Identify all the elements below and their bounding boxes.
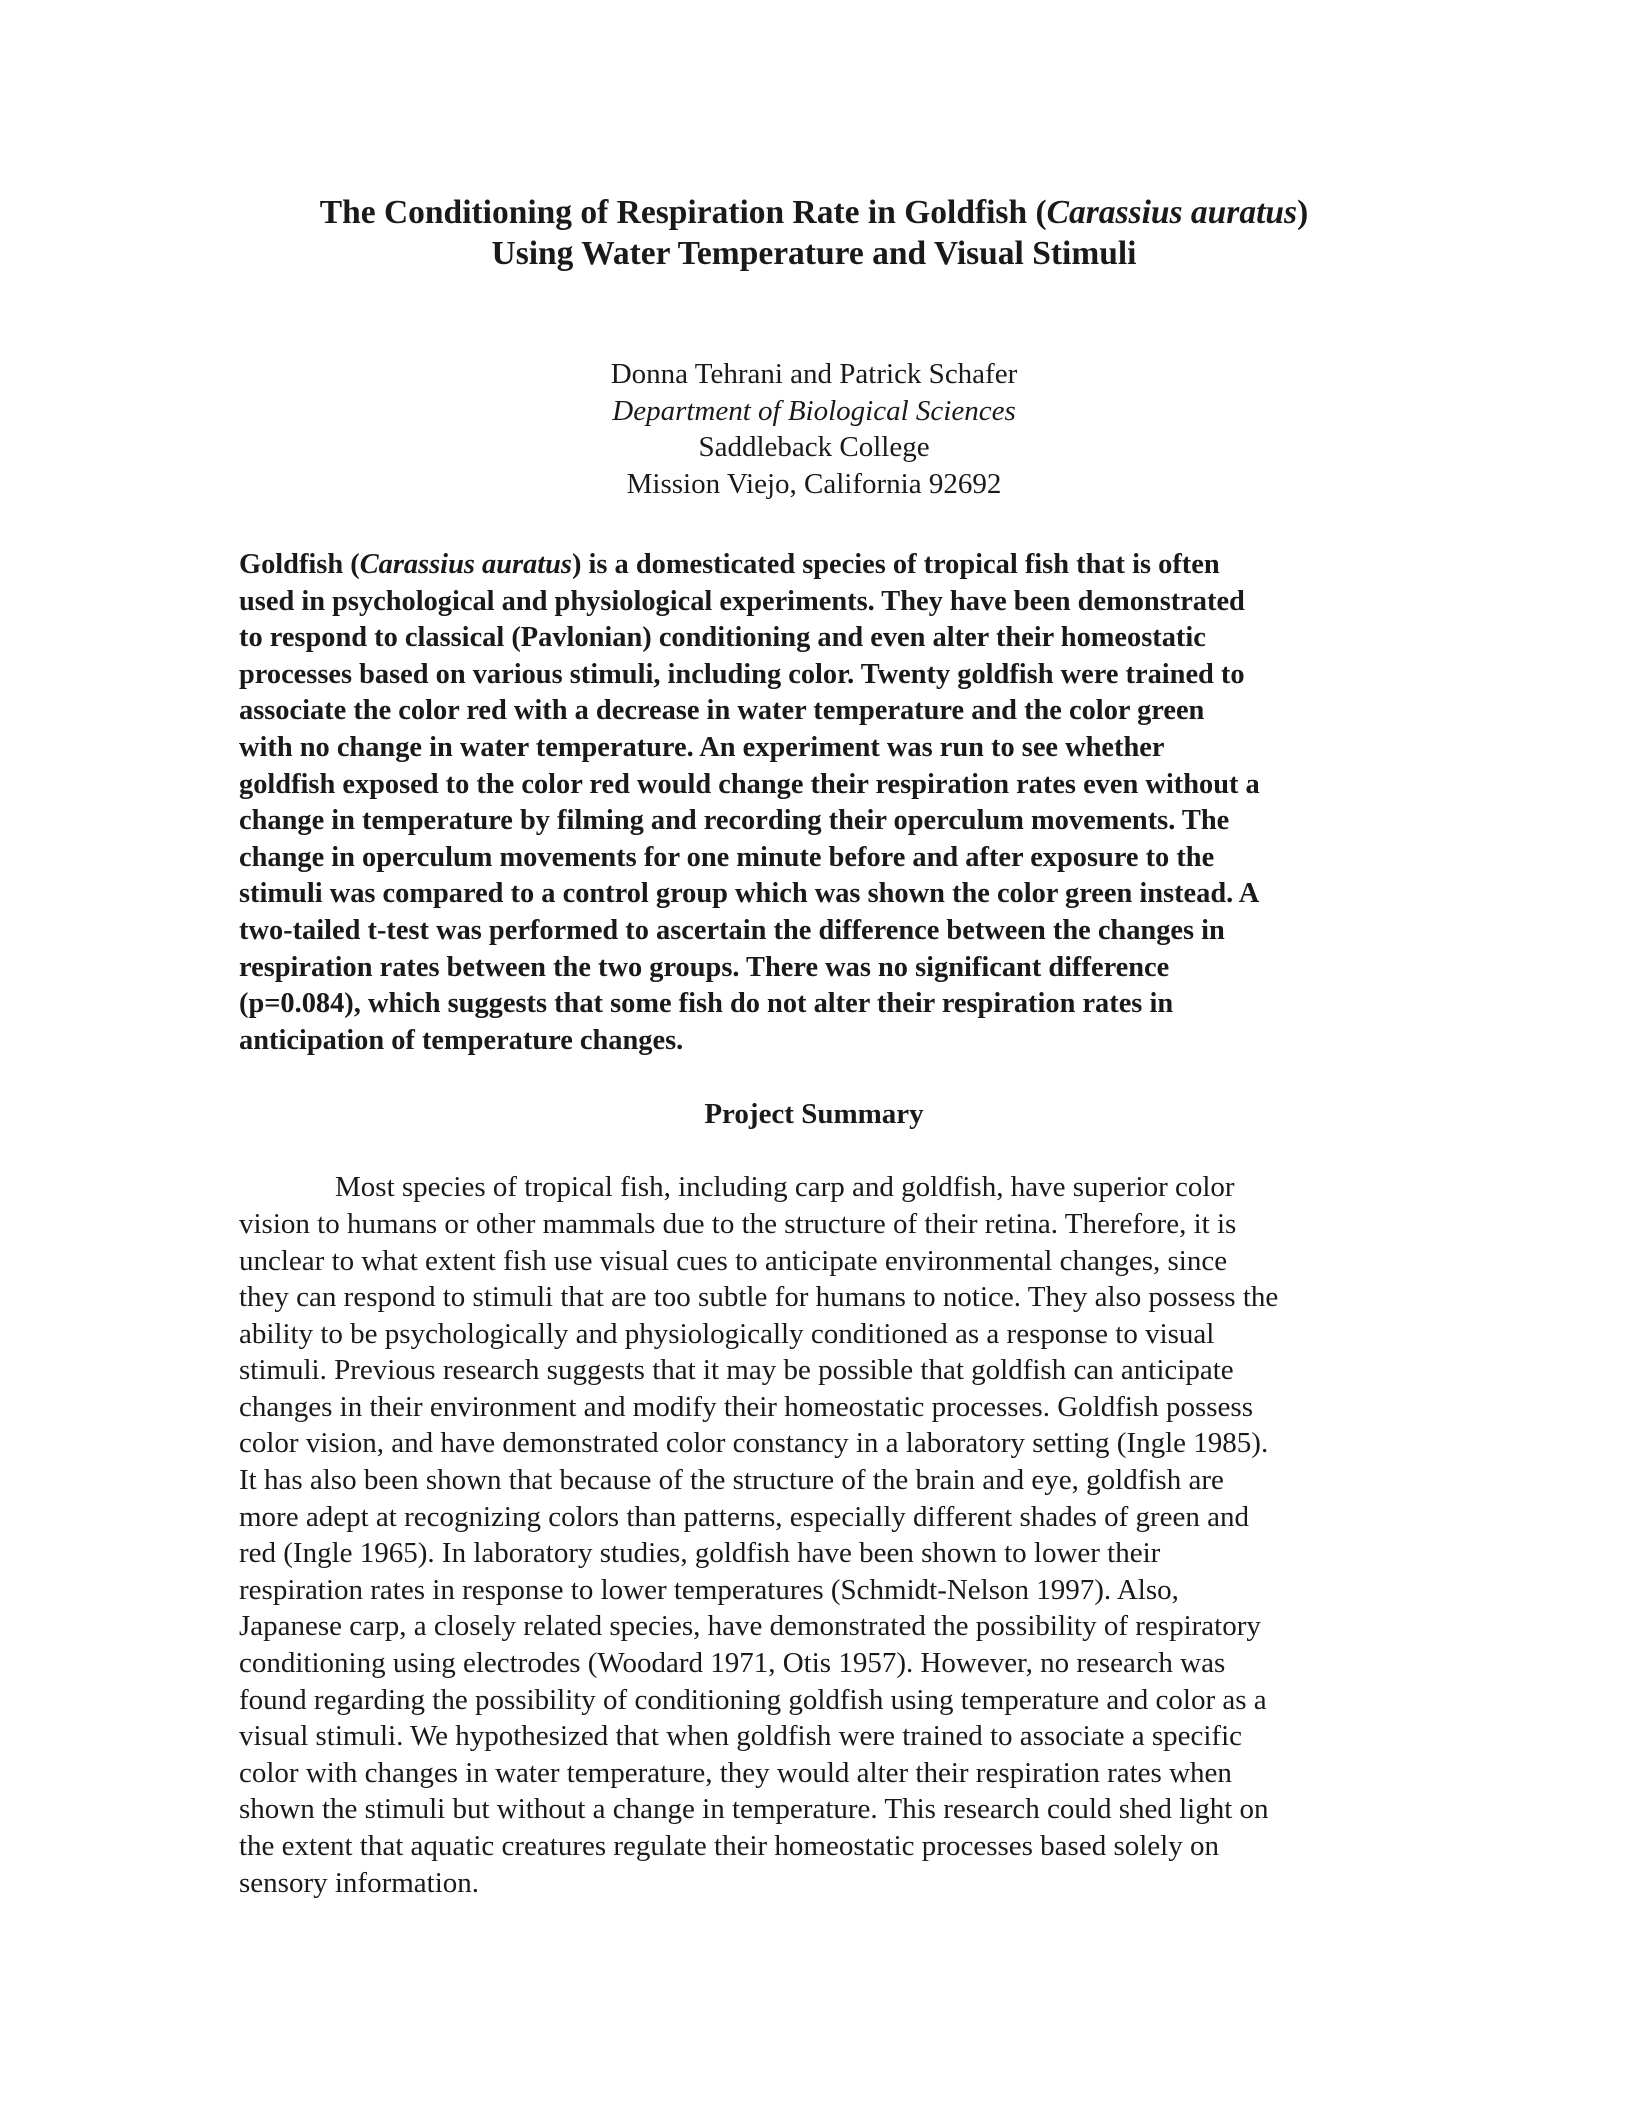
title-line-2: Using Water Temperature and Visual Stimuli [491, 235, 1137, 272]
paragraph-line: respiration rates in response to lower temperatures (Schmidt-Nelson 1997). Also, [239, 1573, 1179, 1606]
abstract-line: associate the color red with a decrease in water temperature and the color green [239, 695, 1205, 727]
author-names: Donna Tehrani and Patrick Schafer [610, 358, 1018, 390]
paragraph-line: unclear to what extent fish use visual cues to anticipate environmental changes, since [239, 1244, 1228, 1277]
abstract-line: (p=0.084), which suggests that some fish do not alter their respiration rates in [239, 988, 1174, 1020]
paragraph-line: color vision, and have demonstrated color constancy in a laboratory setting (Ingle 1985). [239, 1427, 1269, 1460]
paragraph-line: visual stimuli. We hypothesized that when goldfish were trained to associate a specific [239, 1720, 1242, 1753]
paragraph-line: shown the stimuli but without a change in temperature. This research could shed light on [239, 1793, 1269, 1826]
abstract-line: processes based on various stimuli, including color. Twenty goldfish were trained to [239, 658, 1245, 690]
abstract-line: change in operculum movements for one minute before and after exposure to the [239, 841, 1215, 873]
paragraph-line: conditioning using electrodes (Woodard 1971, Otis 1957). However, no research was [239, 1647, 1226, 1680]
paragraph-line: Most species of tropical fish, including carp and goldfish, have superior color [335, 1171, 1235, 1204]
title-text-end: ) [1297, 194, 1309, 231]
section-heading: Project Summary [704, 1098, 924, 1131]
project-summary-paragraph [239, 1169, 1389, 1901]
paragraph-line: found regarding the possibility of conditioning goldfish using temperature and color as a [239, 1683, 1267, 1716]
paragraph-line: Japanese carp, a closely related species, have demonstrated the possibility of respiratory [239, 1610, 1261, 1643]
author-institution: Saddleback College [698, 431, 930, 463]
abstract [239, 547, 1389, 1059]
author-location: Mission Viejo, California 92692 [626, 467, 1002, 500]
abstract-line: with no change in water temperature. An experiment was run to see whether [239, 731, 1165, 763]
abstract-line: change in temperature by filming and recording their operculum movements. The [239, 805, 1230, 837]
paragraph-line: more adept at recognizing colors than patterns, especially different shades of green and [239, 1500, 1250, 1533]
paragraph-line: sensory information. [239, 1866, 480, 1899]
paper-page [239, 192, 1389, 1901]
title-species: Carassius auratus [1046, 194, 1298, 231]
paragraph-line: stimuli. Previous research suggests that it may be possible that goldfish can anticipate [239, 1354, 1234, 1387]
paragraph-line: ability to be psychologically and physiologically conditioned as a response to visual [239, 1317, 1215, 1350]
paragraph-line: vision to humans or other mammals due to the structure of their retina. Therefore, it is [239, 1207, 1237, 1240]
abstract-line [239, 547, 1389, 584]
title-line-1 [239, 192, 1389, 233]
paper-title [239, 192, 1389, 274]
paragraph-line: It has also been shown that because of the structure of the brain and eye, goldfish are [239, 1464, 1224, 1497]
paragraph-line: changes in their environment and modify their homeostatic processes. Goldfish possess [239, 1390, 1253, 1423]
abstract-species: Carassius auratus [359, 549, 572, 580]
paragraph-line: the extent that aquatic creatures regulate their homeostatic processes based solely on [239, 1830, 1219, 1862]
abstract-line: used in psychological and physiological experiments. They have been demonstrated [239, 585, 1245, 617]
paragraph-line: red (Ingle 1965). In laboratory studies, goldfish have been shown to lower their [239, 1537, 1161, 1570]
abstract-line: goldfish exposed to the color red would change their respiration rates even without a [239, 768, 1260, 800]
abstract-line: anticipation of temperature changes. [239, 1024, 684, 1056]
abstract-line: to respond to classical (Pavlonian) conditioning and even alter their homeostatic [239, 622, 1206, 654]
abstract-line: two-tailed t-test was performed to ascertain the difference between the changes in [239, 914, 1225, 946]
title-text: The Conditioning of Respiration Rate in Goldfish ( [319, 194, 1047, 231]
paragraph-line: color with changes in water temperature, they would alter their respiration rates when [239, 1756, 1232, 1789]
author-department: Department of Biological Sciences [612, 394, 1016, 427]
abstract-text: Goldfish ( [239, 549, 360, 580]
abstract-text: ) is a domesticated species of tropical fish that is often [571, 549, 1220, 580]
abstract-line: stimuli was compared to a control group which was shown the color green instead. A [239, 878, 1260, 910]
author-block [239, 356, 1389, 502]
abstract-line: respiration rates between the two groups. There was no significant difference [239, 951, 1170, 983]
paragraph-line: they can respond to stimuli that are too subtle for humans to notice. They also possess the [239, 1281, 1279, 1314]
